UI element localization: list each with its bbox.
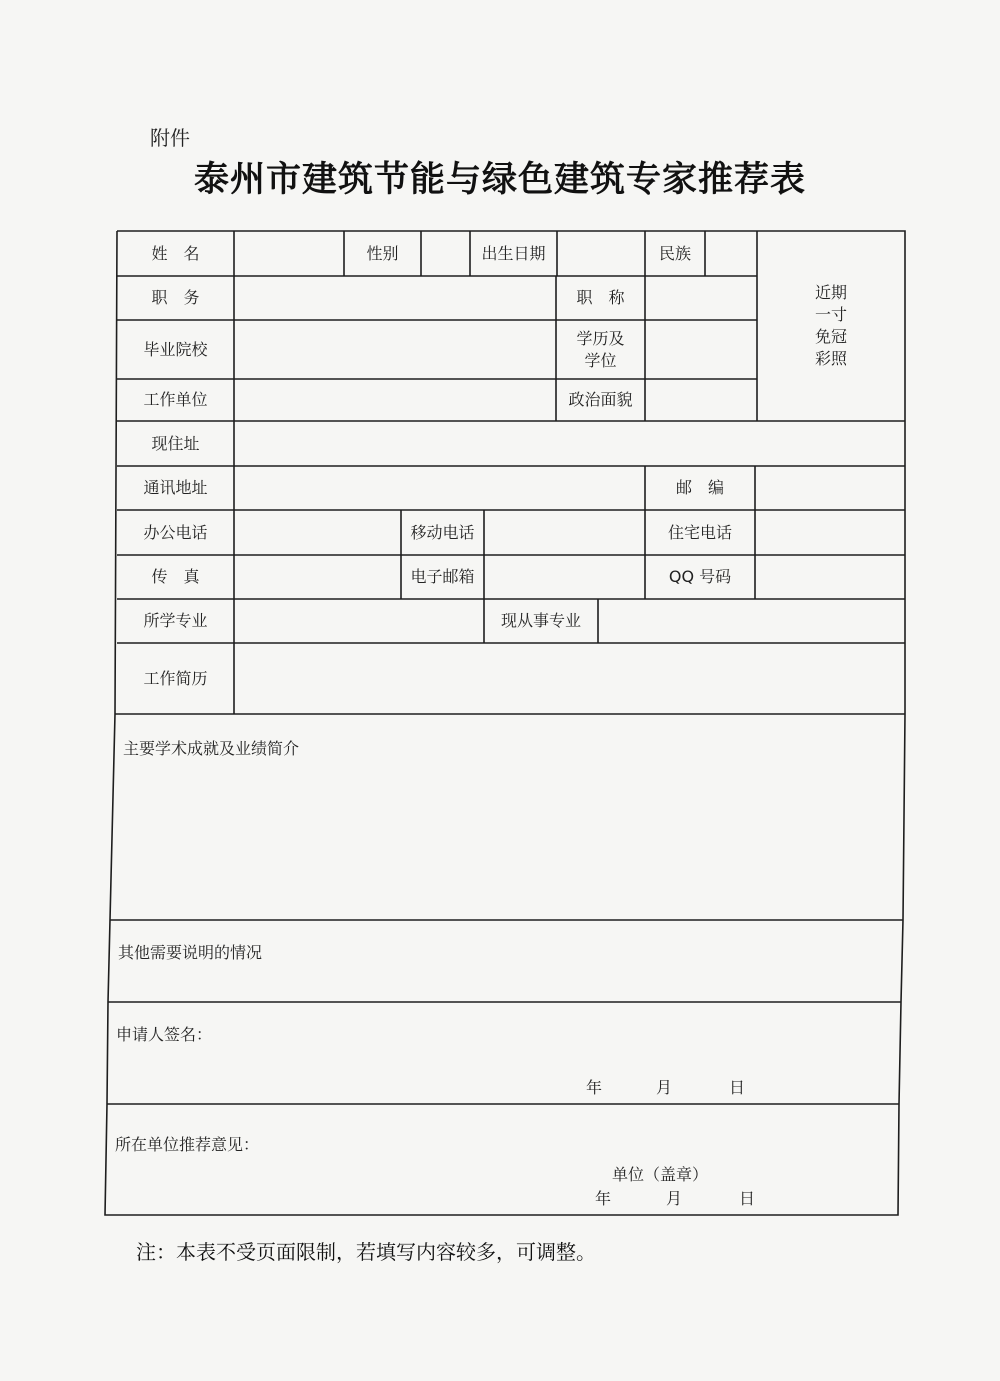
- label-work-history: 工作简历: [143, 668, 208, 688]
- attachment-label: 附件: [150, 126, 190, 150]
- photo-line-2: 一寸: [814, 305, 847, 324]
- postcode-field[interactable]: [755, 466, 905, 510]
- label-employer: 工作单位: [143, 390, 208, 409]
- label-applicant-signature: 申请人签名：: [116, 1025, 213, 1044]
- label-qq: QQ 号码: [668, 567, 732, 586]
- email-field[interactable]: [484, 555, 645, 599]
- photo-line-4: 彩照: [814, 349, 847, 368]
- unit-month: 月: [666, 1189, 683, 1208]
- signature-day: 日: [729, 1078, 746, 1097]
- label-major: 所学专业: [143, 611, 208, 630]
- label-home-phone: 住宅电话: [667, 522, 732, 542]
- employer-field[interactable]: [234, 379, 556, 421]
- label-address: 现住址: [151, 433, 200, 453]
- degree-line-2: 学位: [584, 350, 617, 370]
- ethnicity-field[interactable]: [705, 231, 757, 276]
- address-field[interactable]: [234, 421, 905, 466]
- label-political: 政治面貌: [568, 390, 633, 409]
- label-office-phone: 办公电话: [143, 522, 208, 542]
- label-unit-opinion: 所在单位推荐意见：: [115, 1135, 260, 1154]
- other-notes-area[interactable]: [110, 920, 901, 1002]
- title-field[interactable]: [645, 276, 757, 320]
- label-email: 电子邮箱: [410, 567, 475, 586]
- unit-day: 日: [739, 1189, 756, 1208]
- mail-address-field[interactable]: [234, 466, 645, 510]
- mobile-field[interactable]: [484, 510, 645, 555]
- gender-field[interactable]: [421, 231, 470, 276]
- label-achievements: 主要学术成就及业绩简介: [123, 739, 300, 758]
- label-position: 职 务: [151, 288, 200, 307]
- degree-field[interactable]: [645, 320, 757, 379]
- footer-note: 注：本表不受页面限制，若填写内容较多，可调整。: [136, 1240, 596, 1264]
- unit-year: 年: [595, 1189, 612, 1208]
- name-field[interactable]: [234, 231, 344, 276]
- office-phone-field[interactable]: [234, 510, 401, 555]
- label-other-notes: 其他需要说明的情况: [118, 943, 263, 962]
- label-postcode: 邮 编: [675, 478, 724, 497]
- home-phone-field[interactable]: [755, 510, 905, 555]
- label-mail-address: 通讯地址: [143, 478, 208, 497]
- position-field[interactable]: [234, 276, 556, 320]
- unit-opinion-area[interactable]: [107, 1104, 898, 1215]
- label-birthdate: 出生日期: [481, 243, 546, 263]
- label-degree: [556, 320, 645, 379]
- work-history-field[interactable]: [234, 643, 905, 714]
- qq-field[interactable]: [755, 555, 905, 599]
- signature-year: 年: [586, 1078, 603, 1097]
- major-field[interactable]: [234, 599, 484, 643]
- degree-line-1: 学历及: [576, 328, 625, 348]
- photo-line-1: 近期: [814, 283, 847, 302]
- photo-line-3: 免冠: [814, 327, 847, 346]
- label-title: 职 称: [576, 288, 625, 307]
- photo-placeholder[interactable]: [757, 231, 905, 421]
- fax-field[interactable]: [234, 555, 401, 599]
- label-gender: 性别: [366, 243, 399, 263]
- form-title: 泰州市建筑节能与绿色建筑专家推荐表: [193, 159, 806, 200]
- school-field[interactable]: [234, 320, 556, 379]
- birthdate-field[interactable]: [557, 231, 645, 276]
- label-mobile: 移动电话: [410, 522, 475, 542]
- label-fax: 传 真: [151, 567, 200, 586]
- political-field[interactable]: [645, 379, 757, 421]
- label-current-major: 现从事专业: [500, 611, 581, 630]
- achievements-area[interactable]: [115, 714, 903, 920]
- label-ethnicity: 民族: [658, 243, 691, 263]
- signature-month: 月: [656, 1078, 673, 1097]
- unit-seal: 单位（盖章）: [612, 1165, 709, 1184]
- signature-area[interactable]: [108, 1002, 899, 1104]
- label-name: 姓 名: [151, 243, 200, 263]
- label-school: 毕业院校: [143, 339, 208, 359]
- current-major-field[interactable]: [598, 599, 905, 643]
